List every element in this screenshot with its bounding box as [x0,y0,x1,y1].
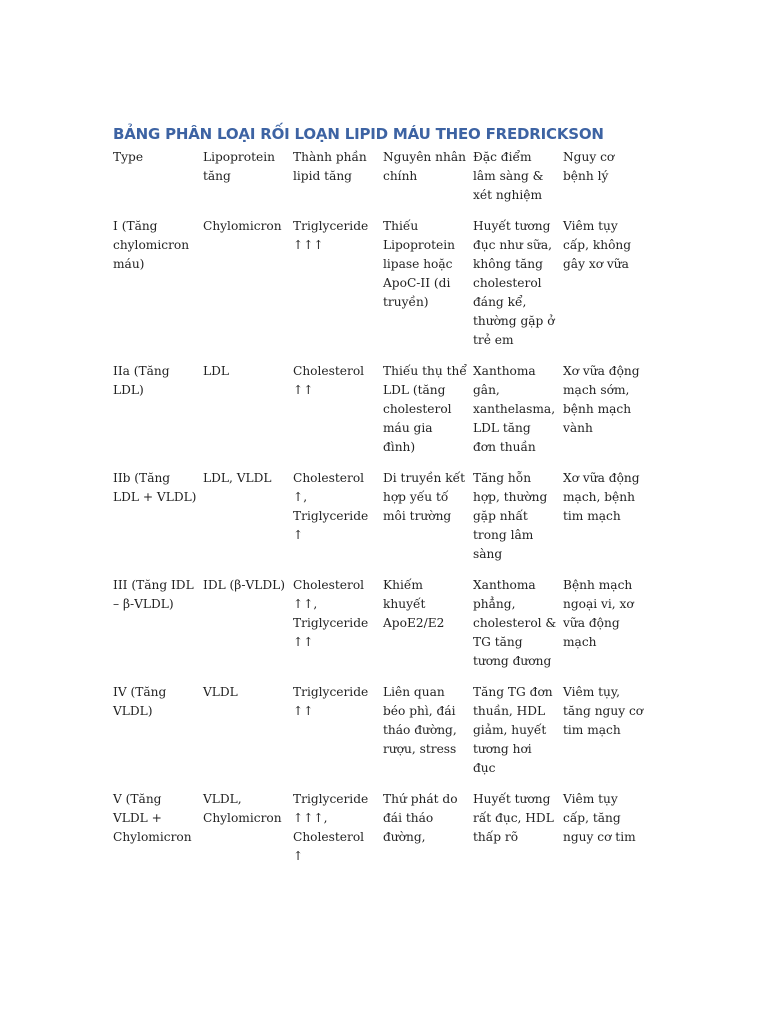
document-title: BẢNG PHÂN LOẠI RỐI LOẠN LIPID MÁU THEO FREDRICKSON [113,125,604,143]
table-cell: V (Tăng VLDL + Chylomicron [113,792,192,844]
header-cell: Nguyên nhân chính [383,150,466,183]
table-row [113,362,653,469]
table-cell: Xơ vữa động mạch, bệnh tim mạch [563,471,640,523]
table-cell: Triglyceride ↑↑ [293,685,369,718]
table-row [113,790,653,878]
table-cell: Huyết tương rất đục, HDL thấp rõ [473,792,554,844]
header-cell: Nguy cơ bệnh lý [563,150,615,183]
table-cell: Thứ phát do đái tháo đường, [383,792,458,844]
table-cell: IV (Tăng VLDL) [113,685,167,718]
table-row [113,469,653,576]
table-cell: Huyết tương đục như sữa, không tăng cholesterol đáng kể, thường gặp ở trẻ em [473,219,555,347]
table-row [113,576,653,683]
table-cell: IDL (β-VLDL) [203,578,285,592]
table-cell: Cholesterol ↑↑, Triglyceride ↑↑ [293,578,369,649]
table-cell: III (Tăng IDL – β-VLDL) [113,578,194,611]
table-cell: Di truyền kết hợp yếu tố môi trường [383,471,466,523]
table-cell: VLDL, Chylomicron [203,792,282,825]
table-header-row [113,148,653,217]
table-cell: Cholesterol ↑, Triglyceride ↑ [293,471,369,542]
table-row [113,217,653,362]
header-cell: Đặc điểm lâm sàng & xét nghiệm [473,150,544,202]
table-cell: Viêm tụy cấp, tăng nguy cơ tim [563,792,636,844]
table-cell: LDL [203,364,229,378]
table-row [113,683,653,790]
table-cell: Xơ vữa động mạch sớm, bệnh mạch vành [563,364,640,435]
table-cell: Xanthoma gân, xanthelasma, LDL tăng đơn thuần [473,364,556,454]
table-cell: Tăng TG đơn thuần, HDL giảm, huyết tương hơi đục [473,685,553,775]
fredrickson-table [113,148,653,878]
table-cell: Khiếm khuyết ApoE2/E2 [383,578,445,630]
header-cell: Thành phần lipid tăng [293,150,367,183]
header-cell: Lipoprotein tăng [203,150,275,183]
table-cell: Tăng hỗn hợp, thường gặp nhất trong lâm sàng [473,471,548,561]
table-cell: IIa (Tăng LDL) [113,364,170,397]
table-cell: Cholesterol ↑↑ [293,364,365,397]
table-cell: IIb (Tăng LDL + VLDL) [113,471,197,504]
table-cell: VLDL [203,685,238,699]
table-cell: Chylomicron [203,219,282,233]
table-cell: I (Tăng chylomicron máu) [113,219,190,271]
table-cell: Viêm tụy, tăng nguy cơ tim mạch [563,685,644,737]
table-cell: Viêm tụy cấp, không gây xơ vữa [563,219,632,271]
table-cell: LDL, VLDL [203,471,272,485]
table-cell: Thiếu thụ thể LDL (tăng cholesterol máu gia đình) [383,364,467,454]
table-cell: Thiếu Lipoprotein lipase hoặc ApoC-II (di truyền) [383,219,455,309]
header-cell: Type [113,150,144,164]
table-cell: Bệnh mạch ngoại vi, xơ vữa động mạch [563,578,634,649]
table-cell: Liên quan béo phì, đái tháo đường, rượu, stress [383,685,457,756]
table-cell: Triglyceride ↑↑↑ [293,219,369,252]
table-cell: Xanthoma phẳng, cholesterol & TG tăng tương đương [473,578,557,668]
table-cell: Triglyceride ↑↑↑, Cholesterol ↑ [293,792,369,863]
